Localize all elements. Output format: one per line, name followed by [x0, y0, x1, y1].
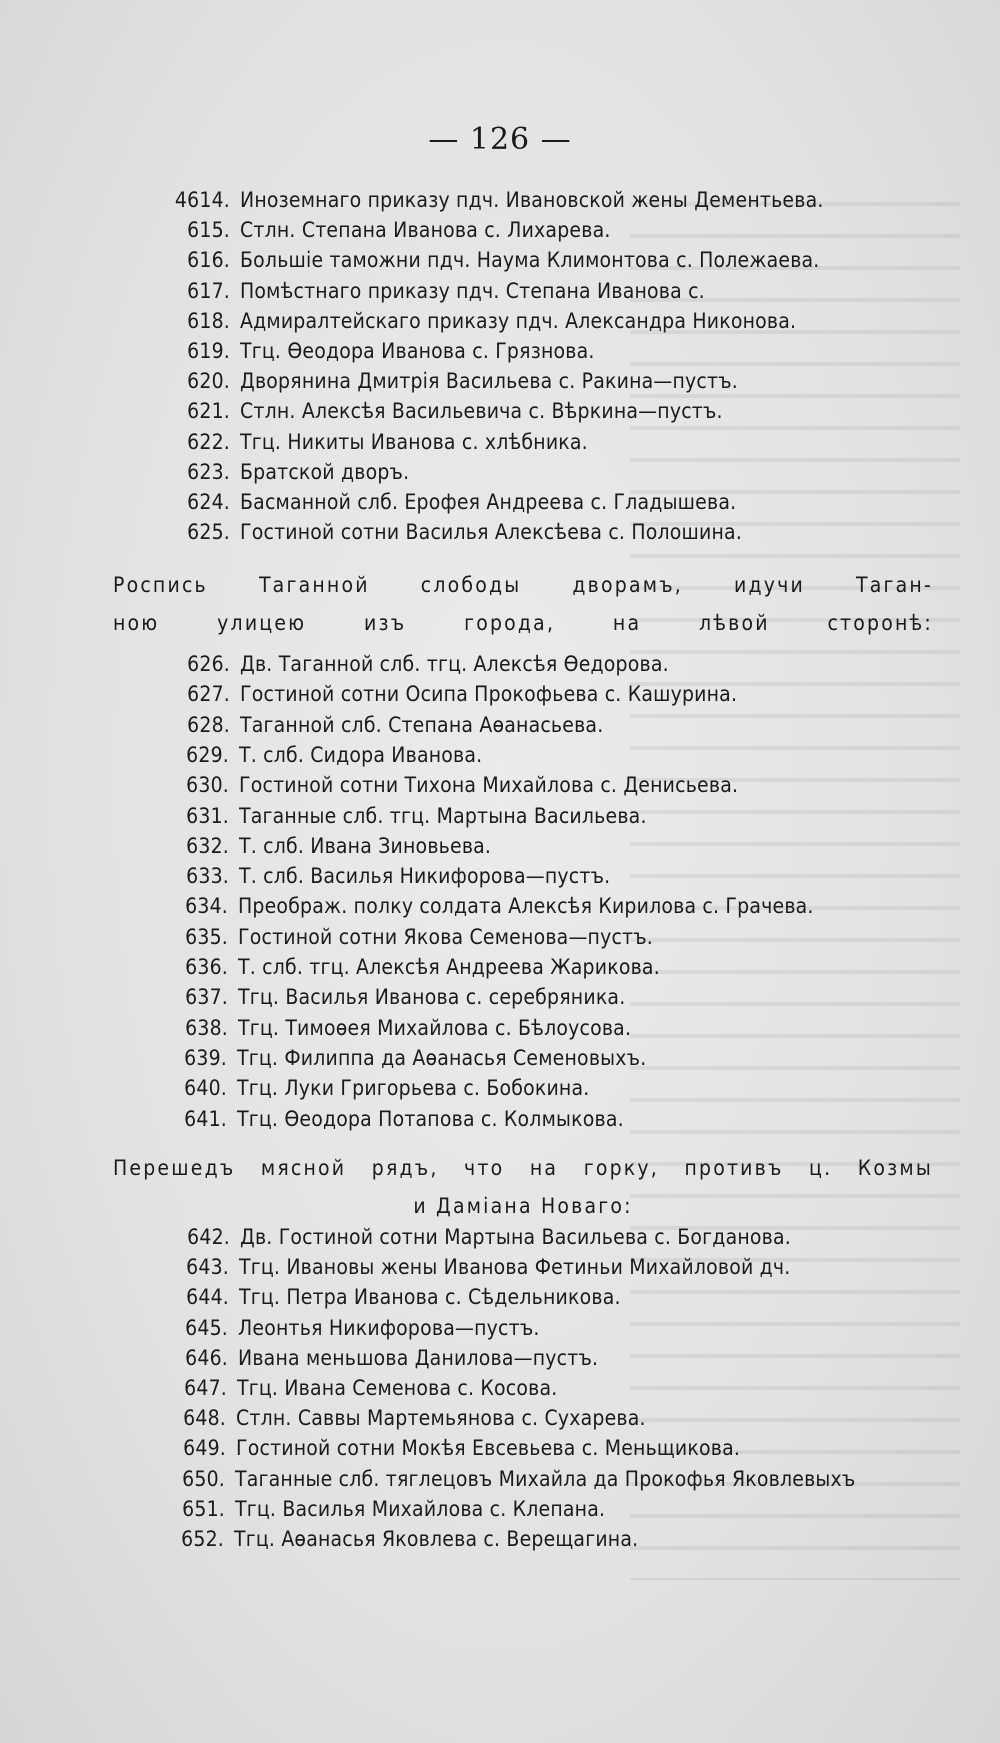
entry-number: 636.: [185, 955, 228, 979]
entry-text: Тгц. Луки Григорьева с. Бобокина.: [237, 1076, 590, 1101]
entry-text: Дв. Гостиной сотни Мартына Васильева с. Богданова.: [240, 1225, 791, 1249]
list-item: [0, 1012, 798, 1044]
entry-text: Гостиной сотни Тихона Михайлова с. Денисьева.: [239, 773, 739, 798]
entry-number: 643.: [186, 1255, 229, 1280]
entry-text: Стлн. Алексѣя Васильевича с. Вѣркина—пустъ.: [240, 399, 723, 424]
entry-number: 646.: [185, 1345, 228, 1370]
entry-text: Т. слб. Сидора Иванова.: [239, 742, 483, 767]
section-heading-meat-row: [113, 1149, 933, 1225]
heading-line-1: Роспись Таганной слободы дворамъ, идучи Таган-: [113, 573, 933, 597]
entry-number: 629.: [186, 742, 229, 767]
entry-number: 622.: [187, 429, 230, 454]
entry-text: Тгц. Василья Михайлова с. Клепана.: [235, 1496, 606, 1521]
list-item: [0, 1072, 797, 1104]
list-item: [0, 1523, 794, 1555]
entry-text: Тгц. Ѳеодора Потапова с. Колмыкова.: [237, 1106, 624, 1131]
entry-number: 633.: [186, 864, 229, 889]
list-item: [0, 456, 800, 488]
entry-text: Помѣстнаго приказу пдч. Степана Иванова с.: [240, 278, 705, 303]
entry-number: 625.: [187, 520, 230, 545]
list-item: [0, 648, 800, 680]
entry-number: 641.: [184, 1106, 227, 1131]
entry-text: Гостиной сотни Осипа Прокофьева с. Кашурина.: [240, 682, 738, 707]
entry-number: 644.: [186, 1285, 229, 1310]
entry-text: Таганной слб. Степана Аѳанасьева.: [240, 712, 604, 737]
heading-line-2: ною улицею изъ города, на лѣвой сторонѣ:: [113, 611, 933, 635]
list-item: [0, 1312, 798, 1344]
entry-text: Т. слб. тгц. Алексѣя Андреева Жарикова.: [238, 955, 660, 979]
entry-number: 620.: [187, 369, 230, 394]
entry-text: Братской дворъ.: [240, 459, 410, 484]
entry-text: Дворянина Дмитрія Васильева с. Ракина—пустъ.: [240, 369, 738, 394]
entry-number: 615.: [187, 218, 230, 243]
list-item: [0, 426, 800, 458]
list-item: [0, 1251, 799, 1283]
entry-number: 638.: [185, 1015, 228, 1040]
list-item: [0, 1432, 796, 1464]
entry-text: Дв. Таганной слб. тгц. Алексѣя Ѳедорова.: [240, 652, 669, 676]
entry-number: 616.: [187, 248, 230, 273]
list-item: [0, 1281, 799, 1313]
list-item: [0, 860, 799, 892]
list-item: [0, 769, 799, 801]
list-item: [0, 244, 820, 276]
entry-number: 648.: [183, 1406, 226, 1431]
entry-number: 621.: [187, 399, 230, 424]
list-item: [0, 800, 799, 832]
entry-number: 642.: [187, 1225, 230, 1249]
list-item: [0, 890, 814, 922]
list-item: [0, 395, 800, 427]
entry-text: Тгц. Ѳеодора Иванова с. Грязнова.: [240, 339, 595, 363]
entry-number: 619.: [187, 339, 230, 363]
entry-number: 640.: [184, 1076, 227, 1101]
list-item: [0, 1402, 796, 1434]
entry-text: Т. слб. Василья Никифорова—пустъ.: [239, 864, 611, 889]
entry-text: Леонтья Никифорова—пустъ.: [238, 1315, 540, 1340]
list-item: [0, 1221, 800, 1253]
entry-number: 630.: [186, 773, 229, 798]
entry-number: 632.: [186, 833, 229, 858]
list-item: [0, 335, 800, 367]
list-item: [0, 678, 800, 710]
entry-text: Тгц. Аѳанасья Яковлева с. Верещагина.: [234, 1527, 639, 1551]
entry-text: Ивана меньшова Данилова—пустъ.: [238, 1345, 599, 1370]
list-item: [0, 305, 800, 337]
entry-text: Гостиной сотни Якова Семенова—пустъ.: [238, 924, 654, 949]
entry-text: Гостиной сотни Мокѣя Евсевьева с. Меньщикова.: [236, 1436, 741, 1461]
entry-number: 627.: [187, 682, 230, 707]
list-item: [0, 921, 798, 953]
entry-text: Тгц. Тимоѳея Михайлова с. Бѣлоусова.: [238, 1015, 632, 1040]
entry-number: 4614.: [174, 188, 230, 212]
list-item: [0, 1103, 797, 1135]
entry-number: 652.: [181, 1527, 224, 1551]
entry-text: Тгц. Петра Иванова с. Сѣдельникова.: [239, 1285, 621, 1310]
list-item: [0, 981, 798, 1013]
entry-text: Таганные слб. тгц. Мартына Васильева.: [239, 803, 647, 828]
entry-text: Тгц. Ивана Семенова с. Косова.: [237, 1376, 558, 1400]
list-item: [0, 1372, 797, 1404]
entry-number: 634.: [185, 894, 228, 919]
entry-text: Стлн. Саввы Мартемьянова с. Сухарева.: [236, 1406, 646, 1431]
entry-number: 626.: [187, 652, 230, 676]
list-item: [0, 1342, 798, 1374]
entry-number: 645.: [185, 1315, 228, 1340]
entry-number: 650.: [182, 1466, 225, 1491]
page-number: — 126 —: [428, 122, 572, 157]
entry-text: Адмиралтейскаго приказу пдч. Александра Никонова.: [240, 308, 797, 333]
entry-number: 618.: [187, 308, 230, 333]
entry-text: Большіе таможни пдч. Наума Климонтова с. Полежаева.: [240, 248, 820, 273]
list-item: [0, 1042, 797, 1074]
list-item: [0, 516, 800, 548]
list-item: [0, 1493, 795, 1525]
entry-text: Тгц. Филиппа да Аѳанасья Семеновыхъ.: [237, 1045, 647, 1070]
entry-text: Преображ. полку солдата Алексѣя Кирилова с. Грачева.: [238, 894, 814, 919]
entry-number: 635.: [185, 924, 228, 949]
list-item: [0, 214, 800, 246]
list-item: [0, 709, 800, 741]
entry-text: Тгц. Ивановы жены Иванова Фетиньи Михайловой дч.: [239, 1255, 791, 1280]
heading-line-1: Перешедъ мясной рядъ, что на горку, противъ ц. Козмы: [113, 1156, 933, 1180]
entry-text: Т. слб. Ивана Зиновьева.: [239, 833, 492, 858]
list-item: [0, 184, 824, 216]
entry-number: 651.: [182, 1496, 225, 1521]
entry-text: Тгц. Василья Иванова с. серебряника.: [238, 985, 626, 1010]
list-item: [0, 739, 799, 771]
list-item: [0, 275, 800, 307]
entry-number: 649.: [183, 1436, 226, 1461]
heading-line-2: и Даміана Новаго:: [413, 1194, 633, 1218]
entry-text: Таганные слб. тяглецовъ Михайла да Прокофья Яковлевыхъ: [235, 1466, 856, 1491]
entry-number: 617.: [187, 278, 230, 303]
list-item: [0, 830, 799, 862]
entry-text: Иноземнаго приказу пдч. Ивановской жены Дементьева.: [240, 188, 824, 212]
entry-number: 637.: [185, 985, 228, 1010]
section-heading-taganka: [113, 566, 933, 642]
list-item: [0, 1463, 856, 1495]
entry-number: 628.: [187, 712, 230, 737]
entry-text: Стлн. Степана Иванова с. Лихарева.: [240, 218, 611, 243]
entry-number: 647.: [184, 1376, 227, 1400]
entry-text: Тгц. Никиты Иванова с. хлѣбника.: [240, 429, 588, 454]
list-item: [0, 951, 798, 983]
list-item: [0, 486, 800, 518]
entry-text: Басманной слб. Ерофея Андреева с. Гладышева.: [240, 490, 737, 514]
entry-text: Гостиной сотни Василья Алексѣева с. Полошина.: [240, 520, 743, 545]
list-item: [0, 365, 800, 397]
entry-number: 639.: [184, 1045, 227, 1070]
entry-number: 631.: [186, 803, 229, 828]
entry-number: 623.: [187, 459, 230, 484]
entry-number: 624.: [187, 490, 230, 514]
